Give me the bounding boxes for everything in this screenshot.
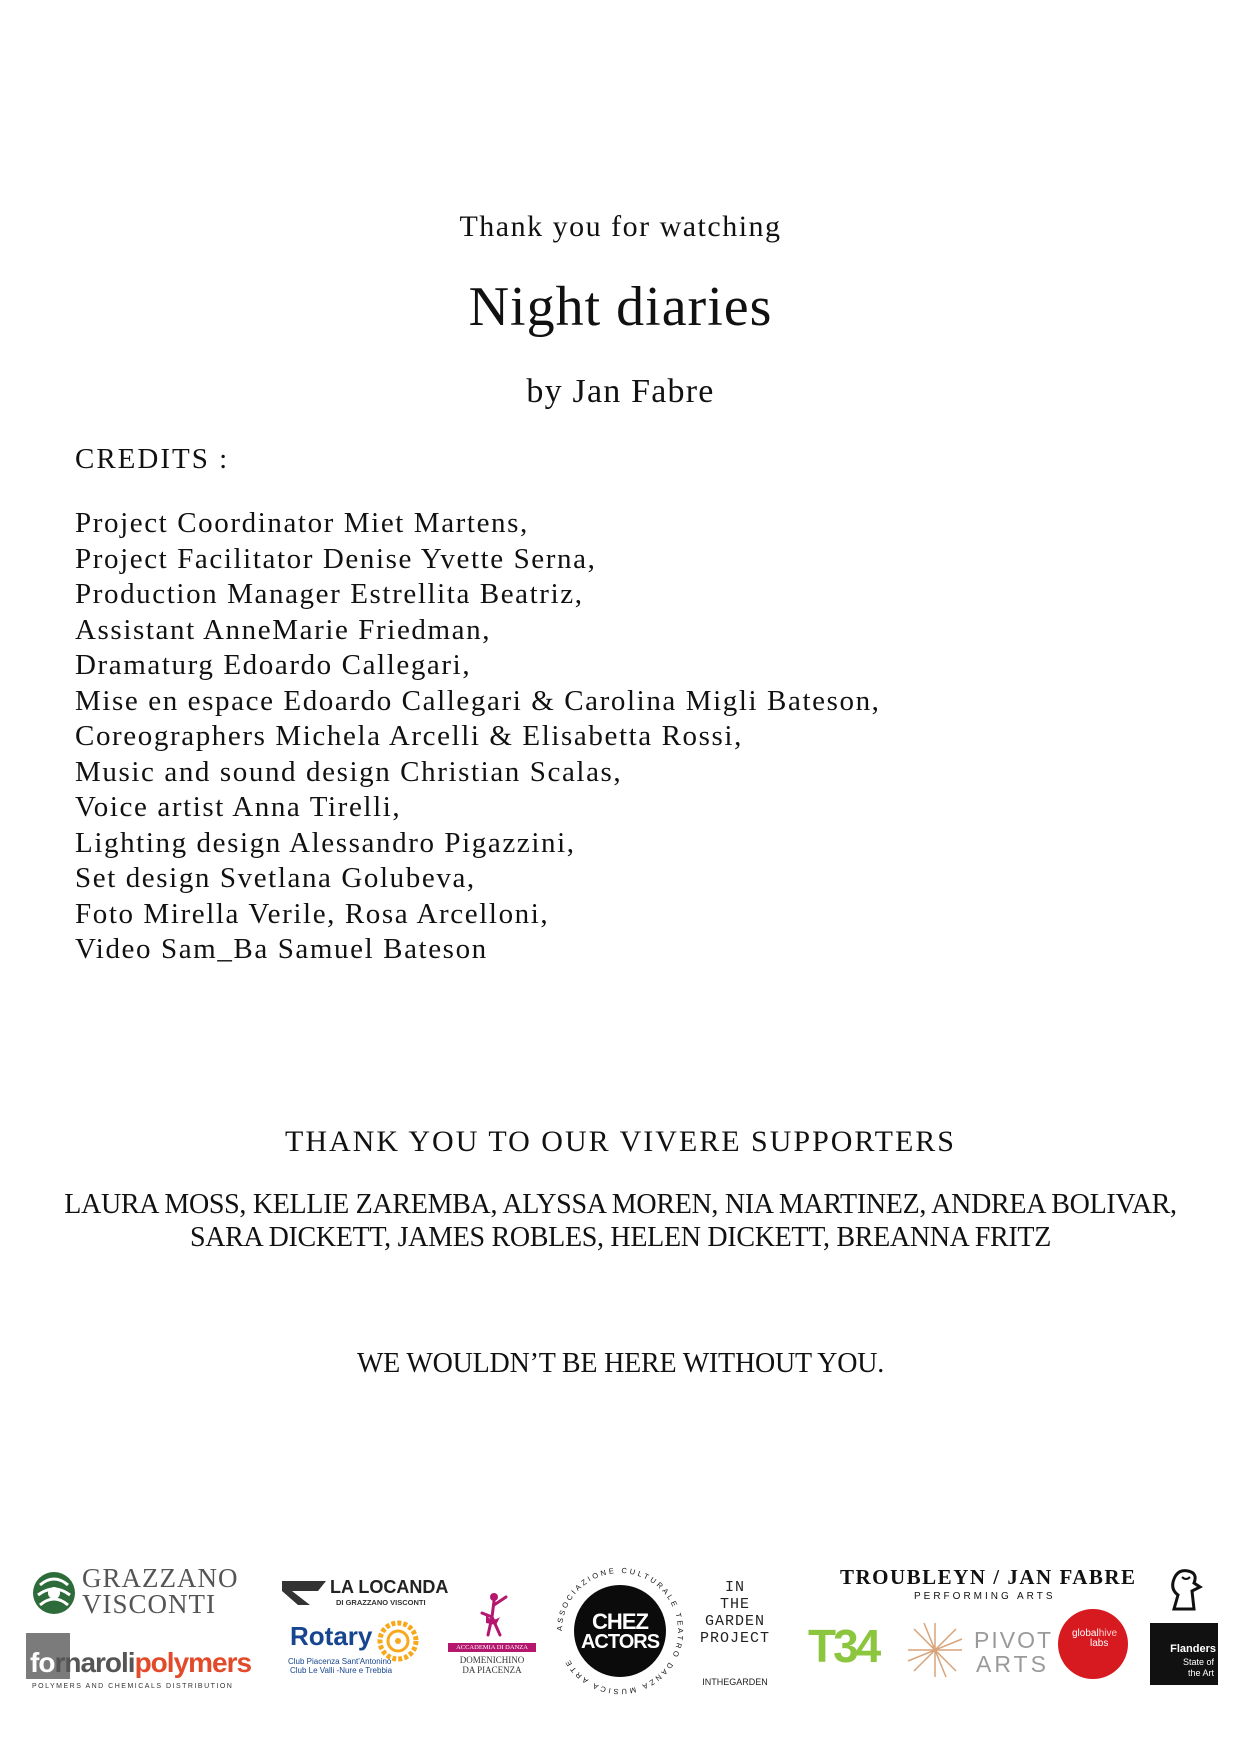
pivot-arts-logo [974, 1627, 1054, 1683]
closing-line: WE WOULDN’T BE HERE WITHOUT YOU. [356, 1348, 885, 1379]
troubleyn-logo [840, 1565, 1150, 1605]
garden-line2: THE [719, 1596, 750, 1613]
credit-line: Lighting design Alessandro Pigazzini, [75, 826, 576, 859]
chez-line2: ACTORS [580, 1631, 660, 1653]
troubleyn-name: TROUBLEYN / JAN FABRE [840, 1565, 1137, 1589]
accademia-line2: DA PIACENZA [462, 1665, 522, 1675]
credit-line: Dramaturg Edoardo Callegari, [75, 649, 472, 681]
flanders-logo [1150, 1565, 1218, 1695]
credit-line: Foto Mirella Verile, Rosa Arcelloni, [75, 897, 550, 930]
credit-line: Project Coordinator Miet Martens, [75, 507, 529, 539]
global-hive-labs-logo [1058, 1609, 1130, 1681]
pivot-line2: ARTS [976, 1651, 1049, 1677]
flanders-lion-icon [1164, 1565, 1204, 1613]
credit-line: Project Facilitator Denise Yvette Serna, [75, 542, 597, 575]
credits-list [75, 506, 881, 968]
fornaroli-polymers: polymers [134, 1647, 252, 1678]
garden-line4: PROJECT [699, 1630, 770, 1647]
grazzano-line2: VISCONTI [82, 1589, 216, 1619]
byline: by Jan Fabre [526, 373, 715, 410]
rotary-name: Rotary [290, 1621, 373, 1651]
chez-ring-text: ASSOCIAZIONE CULTURALE TEATRO DANZA MUSICA ARTE [554, 1565, 686, 1697]
locanda-swoosh-icon [280, 1577, 328, 1607]
credit-line: Set design Svetlana Golubeva, [75, 862, 476, 894]
credit-line: Music and sound design Christian Scalas, [75, 755, 623, 788]
fornaroli-tagline: POLYMERS AND CHEMICALS DISTRIBUTION [32, 1683, 234, 1690]
fornaroli-rnaroli: rnaroli [54, 1647, 135, 1678]
rotary-club2: Club Le Valli -Nure e Trebbia [290, 1666, 393, 1675]
credit-line: Coreographers Michela Arcelli & Elisabetta Rossi, [75, 720, 743, 752]
credit-line: Assistant AnneMarie Friedman, [75, 613, 492, 646]
credits-heading: CREDITS : [75, 443, 230, 475]
rotary-logo [288, 1621, 438, 1691]
sponsor-logos [0, 1555, 1241, 1755]
fornaroli-fo: fo [30, 1647, 55, 1678]
grazzano-visconti-logo [30, 1565, 260, 1621]
chez-line1: CHEZ [592, 1609, 648, 1634]
grazzano-line1: GRAZZANO [82, 1563, 239, 1593]
garden-line3: GARDEN [704, 1613, 765, 1630]
la-locanda-logo [280, 1575, 460, 1611]
credit-line: Mise en espace Edoardo Callegari & Carolina Migli Bateson, [75, 684, 881, 717]
global-w2: hive [1098, 1628, 1118, 1639]
flanders-name: Flanders [1170, 1643, 1216, 1655]
credit-line: Voice artist Anna Tirelli, [75, 791, 402, 823]
t34-logo [808, 1619, 902, 1675]
locanda-sub: DI GRAZZANO VISCONTI [336, 1598, 426, 1607]
supporters-names: LAURA MOSS, KELLIE ZAREMBA, ALYSSA MOREN, NIA MARTINEZ, ANDREA BOLIVAR, SARA DICKETT, JAMES ROBLES, HELEN DICKETT, BREANNA FRITZ [64, 1189, 1177, 1253]
garden-caption: INTHEGARDEN [702, 1677, 768, 1687]
rotary-club1: Club Piacenza Sant'Antonino [288, 1657, 392, 1666]
accademia-name: ACCADEMIA DI DANZA [448, 1643, 536, 1652]
fornaroli-polymers-logo [22, 1633, 262, 1693]
locanda-name: LA LOCANDA [330, 1577, 449, 1597]
grazzano-emblem-icon [30, 1565, 78, 1621]
global-w1: global [1072, 1628, 1099, 1639]
credit-line: Video Sam_Ba Samuel Bateson [75, 933, 488, 965]
page-title: Night diaries [468, 276, 773, 338]
credit-line: Production Manager Estrellita Beatriz, [75, 578, 584, 610]
flanders-sub1: State of [1182, 1657, 1214, 1667]
global-w3: labs [1090, 1638, 1109, 1649]
intro-line: Thank you for watching [459, 210, 782, 243]
dancer-icon [472, 1591, 512, 1641]
chez-actors-logo [552, 1563, 688, 1699]
accademia-line1: DOMENICHINO [459, 1655, 525, 1665]
flanders-sub2: the Art [1187, 1668, 1214, 1678]
accademia-danza-logo [448, 1591, 538, 1701]
starburst-icon [906, 1621, 964, 1679]
garden-line1: IN [724, 1579, 745, 1596]
t34-text: T34 [808, 1620, 879, 1672]
pivot-line1: PIVOT [974, 1627, 1054, 1653]
flanders-corner-icon [1150, 1617, 1218, 1631]
troubleyn-sub: PERFORMING ARTS [914, 1591, 1056, 1602]
in-the-garden-logo [692, 1579, 782, 1699]
supporters-heading: THANK YOU TO OUR VIVERE SUPPORTERS [285, 1125, 956, 1158]
